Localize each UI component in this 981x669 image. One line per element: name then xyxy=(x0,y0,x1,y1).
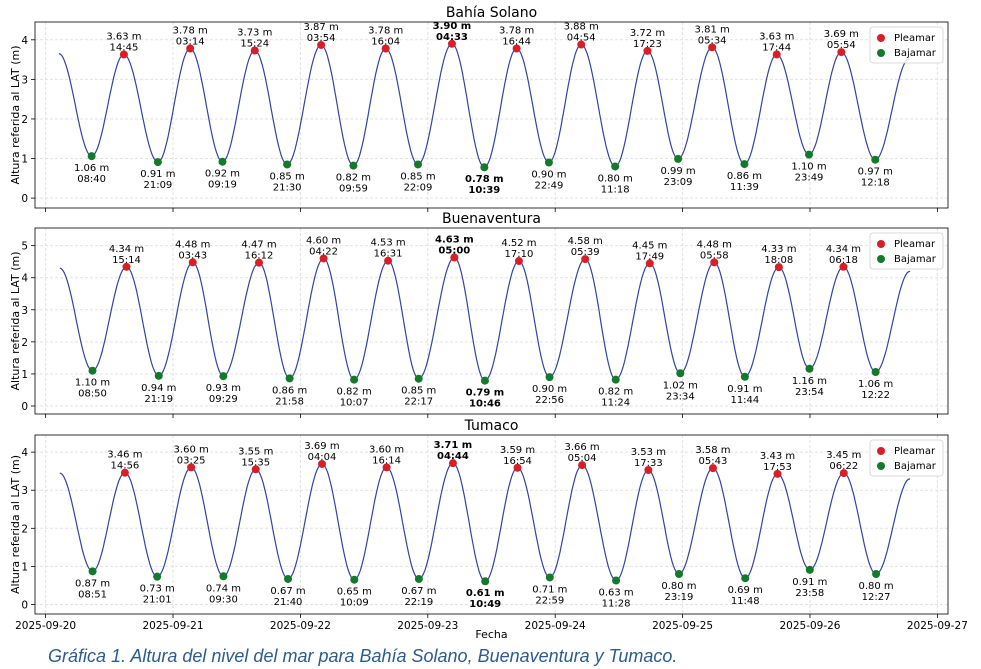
pleamar-value-label: 3.63 m xyxy=(106,31,142,43)
bajamar-value-label: 1.06 m xyxy=(858,378,894,390)
y-tick-label: 5 xyxy=(21,240,28,253)
pleamar-value-label: 3.58 m xyxy=(695,445,731,457)
x-tick-label: 2025-09-20 xyxy=(15,620,77,632)
legend xyxy=(870,27,943,63)
bajamar-point xyxy=(481,577,489,585)
pleamar-value-label: 4.33 m xyxy=(761,244,797,256)
bajamar-value-label: 0.63 m xyxy=(598,587,634,599)
pleamar-time-label: 17:53 xyxy=(763,461,792,473)
bajamar-time-label: 12:22 xyxy=(861,389,891,401)
bajamar-point xyxy=(89,567,97,575)
pleamar-value-label: 3.72 m xyxy=(629,27,666,39)
pleamar-time-label: 16:12 xyxy=(244,250,274,262)
bajamar-time-label: 10:07 xyxy=(339,397,369,409)
bajamar-time-label: 22:09 xyxy=(403,182,433,194)
bajamar-value-label: 0.82 m xyxy=(335,172,371,184)
pleamar-value-label: 4.45 m xyxy=(632,240,668,252)
legend-pleamar-marker xyxy=(877,447,885,455)
bajamar-time-label: 08:51 xyxy=(78,589,108,601)
bajamar-time-label: 22:19 xyxy=(404,596,434,608)
pleamar-time-label: 17:49 xyxy=(635,251,665,263)
bajamar-value-label: 0.91 m xyxy=(140,169,176,181)
pleamar-value-label: 4.58 m xyxy=(567,236,603,248)
pleamar-value-label: 3.46 m xyxy=(107,449,143,461)
bajamar-time-label: 11:28 xyxy=(601,598,631,610)
y-tick-label: 3 xyxy=(21,304,28,317)
pleamar-value-label: 3.45 m xyxy=(826,450,862,462)
bajamar-value-label: 0.91 m xyxy=(727,383,763,395)
legend xyxy=(870,233,943,269)
bajamar-time-label: 22:49 xyxy=(534,180,564,192)
bajamar-time-label: 23:34 xyxy=(665,391,695,403)
pleamar-value-label: 4.34 m xyxy=(825,243,862,255)
bajamar-value-label: 0.99 m xyxy=(660,165,696,177)
bajamar-value-label: 1.10 m xyxy=(791,161,827,173)
bajamar-time-label: 09:29 xyxy=(208,394,238,406)
legend-pleamar-marker xyxy=(877,34,885,42)
bajamar-time-label: 11:24 xyxy=(601,397,631,409)
pleamar-value-label: 3.63 m xyxy=(759,31,795,43)
legend-bajamar-label: Bajamar xyxy=(894,461,936,472)
bajamar-time-label: 21:09 xyxy=(143,180,173,192)
bajamar-point xyxy=(219,572,227,580)
pleamar-value-label: 3.66 m xyxy=(564,442,600,454)
bajamar-value-label: 0.79 m xyxy=(465,387,505,399)
pleamar-value-label: 3.78 m xyxy=(368,25,404,37)
bajamar-point xyxy=(219,372,227,380)
tide-level-line xyxy=(60,258,910,381)
bajamar-point xyxy=(545,158,553,166)
pleamar-value-label: 3.90 m xyxy=(432,20,472,32)
bajamar-value-label: 0.85 m xyxy=(400,171,436,183)
y-tick-label: 4 xyxy=(21,447,28,460)
bajamar-point xyxy=(481,377,489,385)
bajamar-time-label: 23:09 xyxy=(663,176,693,188)
bajamar-time-label: 23:49 xyxy=(794,172,824,184)
bajamar-point xyxy=(674,155,682,163)
pleamar-time-label: 05:58 xyxy=(699,250,729,262)
bajamar-value-label: 0.94 m xyxy=(141,382,177,394)
y-tick-label: 3 xyxy=(21,485,28,498)
bajamar-point xyxy=(154,158,162,166)
bajamar-time-label: 10:09 xyxy=(339,597,369,609)
bajamar-point xyxy=(480,163,488,171)
bajamar-value-label: 1.02 m xyxy=(662,380,698,392)
legend-pleamar-marker xyxy=(877,240,885,248)
bajamar-time-label: 21:40 xyxy=(273,596,303,608)
bajamar-time-label: 12:27 xyxy=(861,592,891,604)
bajamar-point xyxy=(155,372,163,380)
bajamar-point xyxy=(546,373,554,381)
bajamar-point xyxy=(676,369,684,377)
bajamar-time-label: 11:18 xyxy=(600,184,630,196)
legend-bajamar-marker xyxy=(877,462,885,470)
bajamar-time-label: 09:59 xyxy=(338,183,368,195)
bajamar-value-label: 0.97 m xyxy=(857,166,893,178)
bajamar-time-label: 09:30 xyxy=(209,594,238,606)
bajamar-value-label: 0.93 m xyxy=(205,383,241,395)
tide-level-line xyxy=(59,44,909,167)
pleamar-value-label: 3.53 m xyxy=(630,447,666,459)
bajamar-value-label: 1.16 m xyxy=(791,375,828,387)
y-tick-label: 0 xyxy=(21,193,28,206)
bajamar-value-label: 0.78 m xyxy=(465,174,504,186)
pleamar-value-label: 3.88 m xyxy=(563,21,599,33)
bajamar-time-label: 23:19 xyxy=(664,592,694,604)
bajamar-value-label: 0.69 m xyxy=(727,585,763,597)
bajamar-time-label: 10:46 xyxy=(469,398,501,410)
pleamar-value-label: 4.34 m xyxy=(108,243,145,255)
bajamar-time-label: 22:59 xyxy=(535,595,565,607)
bajamar-value-label: 0.74 m xyxy=(205,583,242,595)
bajamar-time-label: 11:39 xyxy=(730,182,759,194)
bajamar-point xyxy=(612,576,620,584)
bajamar-point xyxy=(415,375,423,383)
y-axis-label: Altura referida al LAT (m) xyxy=(9,455,22,594)
bajamar-point xyxy=(349,162,357,170)
bajamar-point xyxy=(350,576,358,584)
pleamar-time-label: 16:31 xyxy=(373,248,403,260)
y-axis-label: Altura referida al LAT (m) xyxy=(9,45,22,185)
pleamar-value-label: 3.87 m xyxy=(303,21,339,33)
bajamar-time-label: 09:19 xyxy=(208,179,237,191)
y-tick-label: 0 xyxy=(21,400,28,413)
x-tick-label: 2025-09-24 xyxy=(524,620,586,632)
x-tick-label: 2025-09-21 xyxy=(142,620,204,632)
bajamar-time-label: 21:30 xyxy=(272,182,302,194)
y-tick-label: 2 xyxy=(21,113,28,126)
pleamar-value-label: 3.43 m xyxy=(759,450,796,462)
x-tick-label: 2025-09-26 xyxy=(779,620,841,632)
bajamar-value-label: 0.86 m xyxy=(272,385,308,397)
bajamar-value-label: 0.71 m xyxy=(532,584,568,596)
bajamar-time-label: 08:40 xyxy=(77,174,107,186)
bajamar-value-label: 0.65 m xyxy=(336,586,372,598)
bajamar-value-label: 0.90 m xyxy=(531,169,567,181)
bajamar-time-label: 22:56 xyxy=(535,395,564,407)
pleamar-time-label: 06:18 xyxy=(829,254,858,266)
pleamar-time-label: 18:08 xyxy=(764,255,794,267)
pleamar-time-label: 17:33 xyxy=(633,458,663,470)
bajamar-time-label: 11:44 xyxy=(730,394,760,406)
bajamar-point xyxy=(546,573,554,581)
pleamar-value-label: 4.53 m xyxy=(370,237,406,249)
chart-title: Buenaventura xyxy=(441,211,542,227)
pleamar-time-label: 16:14 xyxy=(372,455,401,467)
pleamar-value-label: 4.60 m xyxy=(305,235,342,247)
chart-panel-1 xyxy=(9,5,948,212)
bajamar-point xyxy=(283,160,291,168)
bajamar-value-label: 0.67 m xyxy=(270,585,306,597)
x-tick-label: 2025-09-25 xyxy=(652,620,714,632)
bajamar-point xyxy=(286,374,294,382)
legend-pleamar-label: Pleamar xyxy=(894,239,936,250)
bajamar-time-label: 23:58 xyxy=(795,587,825,599)
bajamar-time-label: 22:17 xyxy=(404,396,434,408)
pleamar-time-label: 04:54 xyxy=(566,32,596,44)
bajamar-value-label: 0.86 m xyxy=(726,171,763,183)
bajamar-value-label: 0.82 m xyxy=(598,386,634,398)
legend-bajamar-marker xyxy=(877,49,885,57)
bajamar-point xyxy=(414,160,422,168)
bajamar-point xyxy=(612,376,620,384)
pleamar-time-label: 14:56 xyxy=(110,460,140,472)
pleamar-value-label: 3.60 m xyxy=(368,444,405,456)
pleamar-time-label: 03:43 xyxy=(178,250,208,262)
pleamar-time-label: 17:44 xyxy=(762,42,792,54)
y-tick-label: 4 xyxy=(21,34,28,47)
pleamar-value-label: 3.81 m xyxy=(694,24,730,36)
y-tick-label: 3 xyxy=(21,74,28,87)
bajamar-point xyxy=(872,368,880,376)
pleamar-time-label: 16:44 xyxy=(502,36,532,48)
pleamar-value-label: 3.73 m xyxy=(237,27,273,39)
pleamar-value-label: 4.48 m xyxy=(696,239,732,251)
bajamar-point xyxy=(741,574,749,582)
pleamar-value-label: 4.63 m xyxy=(435,234,474,246)
legend-bajamar-label: Bajamar xyxy=(894,254,936,265)
pleamar-time-label: 05:04 xyxy=(567,453,597,465)
pleamar-value-label: 3.69 m xyxy=(304,440,340,452)
pleamar-time-label: 15:24 xyxy=(240,38,270,50)
pleamar-time-label: 05:39 xyxy=(570,247,600,259)
legend-bajamar-label: Bajamar xyxy=(894,48,936,59)
bajamar-value-label: 0.67 m xyxy=(401,585,437,597)
pleamar-time-label: 05:43 xyxy=(698,456,728,468)
bajamar-point xyxy=(740,160,748,168)
pleamar-time-label: 17:23 xyxy=(633,38,662,50)
legend-pleamar-label: Pleamar xyxy=(894,446,936,457)
pleamar-time-label: 15:35 xyxy=(241,457,271,469)
bajamar-value-label: 0.90 m xyxy=(531,384,568,396)
bajamar-value-label: 0.73 m xyxy=(139,583,175,595)
y-axis-label: Altura referida al LAT (m) xyxy=(9,251,22,391)
bajamar-point xyxy=(88,152,96,160)
y-tick-label: 1 xyxy=(21,561,28,574)
bajamar-time-label: 23:54 xyxy=(795,386,824,398)
pleamar-time-label: 03:54 xyxy=(306,32,336,44)
chart-panel-2 xyxy=(9,211,948,418)
x-tick-label: 2025-09-23 xyxy=(397,620,459,632)
x-tick-label: 2025-09-22 xyxy=(269,620,331,632)
pleamar-value-label: 4.47 m xyxy=(241,239,277,251)
pleamar-time-label: 04:44 xyxy=(437,451,469,463)
bajamar-time-label: 11:48 xyxy=(730,596,760,608)
pleamar-time-label: 04:04 xyxy=(307,451,337,463)
bajamar-point xyxy=(871,156,879,164)
bajamar-point xyxy=(89,367,97,375)
y-tick-label: 1 xyxy=(21,368,28,381)
pleamar-value-label: 3.60 m xyxy=(173,444,209,456)
bajamar-value-label: 0.85 m xyxy=(401,385,437,397)
bajamar-value-label: 0.87 m xyxy=(74,578,111,590)
bajamar-value-label: 0.80 m xyxy=(858,581,894,593)
bajamar-value-label: 0.80 m xyxy=(597,173,633,185)
bajamar-value-label: 0.92 m xyxy=(204,168,241,180)
pleamar-time-label: 04:22 xyxy=(309,246,338,258)
pleamar-value-label: 3.55 m xyxy=(238,446,274,458)
bajamar-time-label: 08:50 xyxy=(78,388,107,400)
pleamar-value-label: 3.59 m xyxy=(499,444,536,456)
legend xyxy=(870,440,943,476)
chart-panel-3 xyxy=(9,418,968,641)
pleamar-value-label: 3.71 m xyxy=(433,440,473,452)
bajamar-point xyxy=(284,575,292,583)
y-tick-label: 0 xyxy=(21,599,28,612)
bajamar-time-label: 12:18 xyxy=(860,177,890,189)
pleamar-time-label: 17:10 xyxy=(504,249,534,261)
bajamar-point xyxy=(415,575,423,583)
bajamar-point xyxy=(218,158,226,166)
bajamar-value-label: 1.06 m xyxy=(74,163,110,175)
bajamar-time-label: 21:01 xyxy=(142,594,172,606)
bajamar-value-label: 0.61 m xyxy=(465,588,505,600)
pleamar-value-label: 3.78 m xyxy=(499,25,535,37)
pleamar-time-label: 05:54 xyxy=(826,40,856,52)
y-tick-label: 4 xyxy=(21,272,28,285)
pleamar-time-label: 16:54 xyxy=(503,455,532,467)
bajamar-point xyxy=(611,162,619,170)
pleamar-value-label: 4.48 m xyxy=(175,239,211,251)
pleamar-value-label: 4.52 m xyxy=(501,238,537,250)
bajamar-point xyxy=(350,376,358,384)
pleamar-value-label: 3.69 m xyxy=(823,29,859,41)
bajamar-point xyxy=(805,365,813,373)
figure-caption: Gráfica 1. Altura del nivel del mar para Bahía Solano, Buenaventura y Tumaco. xyxy=(48,646,678,666)
chart-title: Bahía Solano xyxy=(445,5,538,21)
bajamar-point xyxy=(805,151,813,159)
y-tick-label: 1 xyxy=(21,153,28,166)
x-axis-label: Fecha xyxy=(475,628,508,641)
bajamar-point xyxy=(741,373,749,381)
bajamar-value-label: 0.91 m xyxy=(792,576,828,588)
bajamar-time-label: 21:58 xyxy=(275,396,305,408)
y-tick-label: 2 xyxy=(21,336,28,349)
pleamar-time-label: 03:25 xyxy=(176,455,206,467)
pleamar-time-label: 14:45 xyxy=(109,42,139,54)
pleamar-time-label: 05:00 xyxy=(438,245,471,257)
bajamar-point xyxy=(806,566,814,574)
bajamar-point xyxy=(675,570,683,578)
pleamar-time-label: 04:33 xyxy=(436,31,468,43)
pleamar-time-label: 15:14 xyxy=(112,254,141,266)
x-tick-label: 2025-09-27 xyxy=(906,620,968,632)
bajamar-value-label: 0.80 m xyxy=(661,581,697,593)
bajamar-point xyxy=(153,573,161,581)
legend-pleamar-label: Pleamar xyxy=(894,33,936,44)
bajamar-value-label: 0.82 m xyxy=(336,386,372,398)
bajamar-value-label: 0.85 m xyxy=(269,171,305,183)
bajamar-time-label: 21:19 xyxy=(144,393,174,405)
pleamar-time-label: 06:22 xyxy=(829,461,859,473)
bajamar-time-label: 10:39 xyxy=(468,185,501,197)
bajamar-value-label: 1.10 m xyxy=(74,377,111,389)
pleamar-time-label: 03:14 xyxy=(175,36,205,48)
pleamar-time-label: 05:34 xyxy=(697,35,727,47)
y-tick-label: 2 xyxy=(21,523,28,536)
bajamar-time-label: 10:49 xyxy=(469,599,502,611)
chart-title: Tumaco xyxy=(464,418,519,434)
pleamar-time-label: 16:04 xyxy=(371,36,401,48)
pleamar-value-label: 3.78 m xyxy=(172,25,208,37)
bajamar-point xyxy=(872,570,880,578)
legend-bajamar-marker xyxy=(877,255,885,263)
